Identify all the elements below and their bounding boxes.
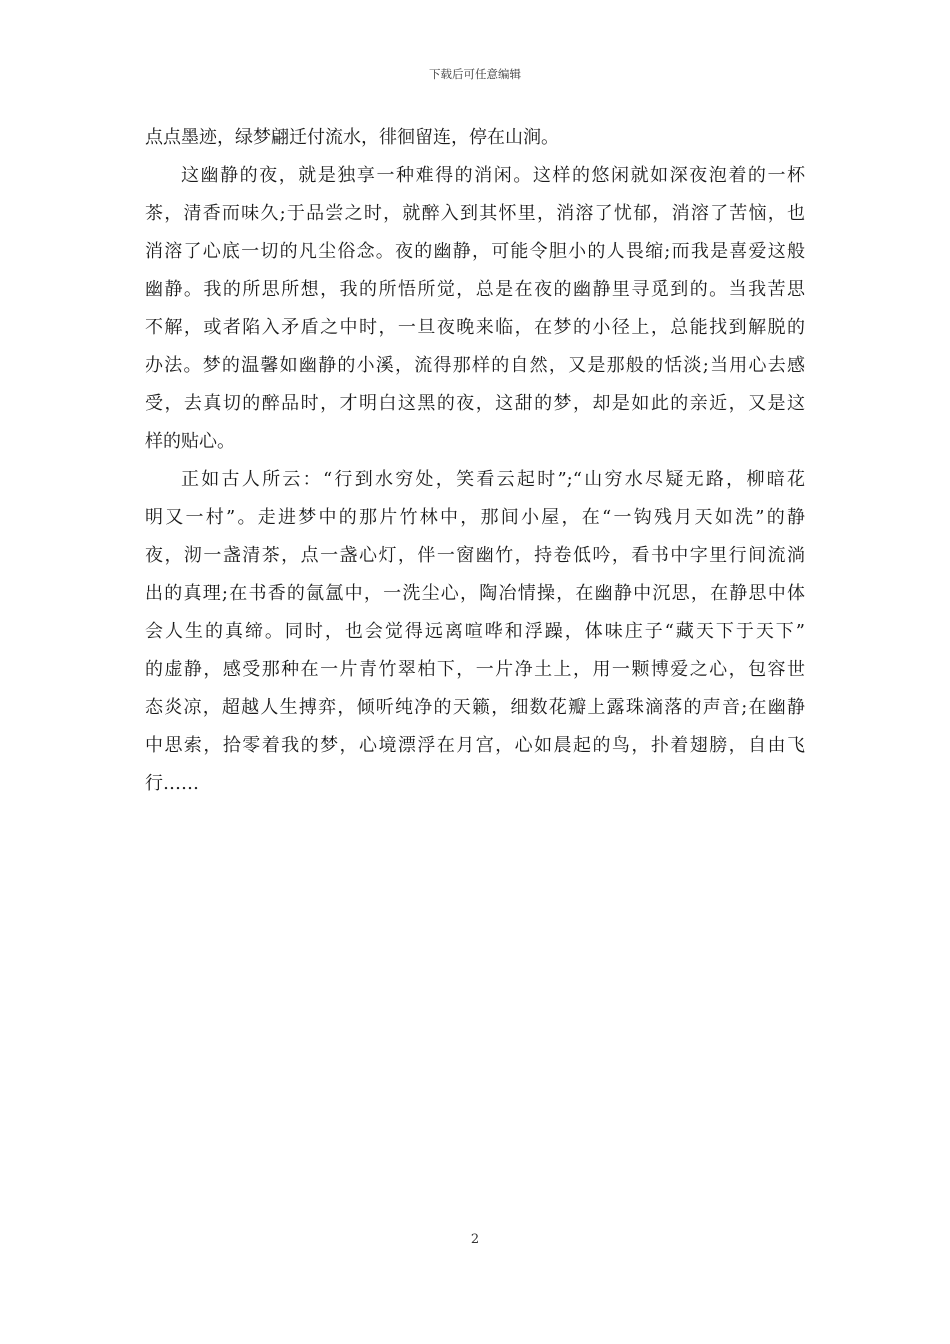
text-line: 态炎凉，超越人生搏弈，倾听纯净的天籁，细数花瓣上露珠滴落的声音;在幽静 xyxy=(145,697,805,718)
text-line: 出的真理;在书香的氤氲中，一洗尘心，陶冶情操，在幽静中沉思，在静思中体 xyxy=(145,583,805,604)
text-line: 中思索，拾零着我的梦，心境漂浮在月宫，心如晨起的鸟，扑着翅膀，自由飞 xyxy=(145,735,805,756)
text-line: 点点墨迹，绿梦翩迁付流水，徘徊留连，停在山涧。 xyxy=(145,127,559,148)
text-line: 茶，清香而味久;于品尝之时，就醉入到其怀里，消溶了忧郁，消溶了苦恼，也 xyxy=(145,203,805,224)
text-line: 明又一村”。走进梦中的那片竹林中，那间小屋，在“一钩残月天如洗”的静 xyxy=(145,507,805,528)
text-line: 受，去真切的醉品时，才明白这黑的夜，这甜的梦，却是如此的亲近，又是这 xyxy=(145,393,805,414)
paragraph-first-line: 正如古人所云：“行到水穷处，笑看云起时”;“山穷水尽疑无路，柳暗花 xyxy=(181,469,805,490)
text-line: 会人生的真缔。同时，也会觉得远离喧哗和浮躁，体味庄子“藏天下于天下” xyxy=(145,621,805,642)
page-header: 下载后可任意编辑 xyxy=(429,67,521,81)
paragraph-first-line: 这幽静的夜，就是独享一种难得的消闲。这样的悠闲就如深夜泡着的一杯 xyxy=(181,165,805,186)
text-line: 消溶了心底一切的凡尘俗念。夜的幽静，可能令胆小的人畏缩;而我是喜爱这般 xyxy=(145,241,805,262)
text-line: 幽静。我的所思所想，我的所悟所觉，总是在夜的幽静里寻觅到的。当我苦思 xyxy=(145,279,805,300)
text-line: 办法。梦的温馨如幽静的小溪，流得那样的自然，又是那般的恬淡;当用心去感 xyxy=(145,355,805,376)
text-line: 的虚静，感受那种在一片青竹翠柏下，一片净土上，用一颗博爱之心，包容世 xyxy=(145,659,805,680)
text-line: 样的贴心。 xyxy=(145,431,235,452)
text-line: 夜，沏一盏清茶，点一盏心灯，伴一窗幽竹，持卷低吟，看书中字里行间流淌 xyxy=(145,545,805,566)
page-number: 2 xyxy=(470,1232,480,1247)
text-line: 行…… xyxy=(145,773,199,794)
text-line: 不解，或者陷入矛盾之中时，一旦夜晚来临，在梦的小径上，总能找到解脱的 xyxy=(145,317,805,338)
